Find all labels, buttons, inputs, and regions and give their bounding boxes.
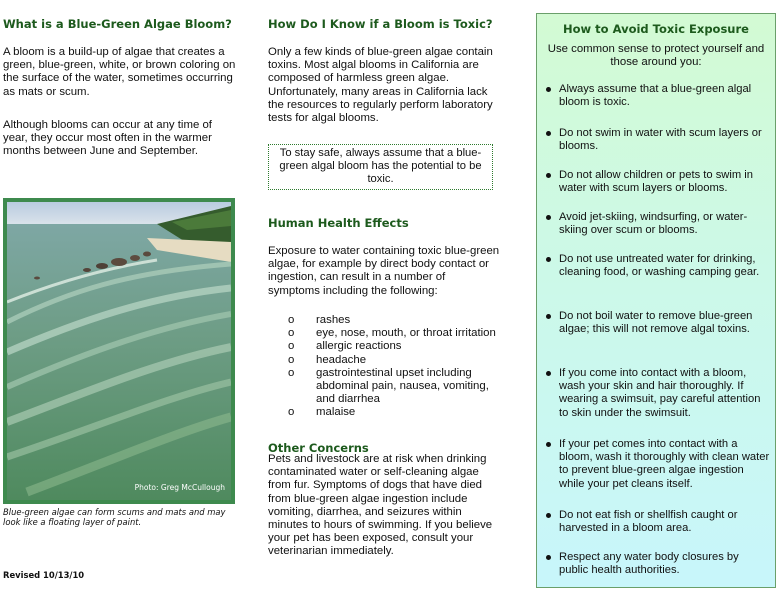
symptom-bullet: o (288, 366, 295, 379)
panel-title: How to Avoid Toxic Exposure (563, 22, 749, 36)
health-effects-paragraph: Exposure to water containing toxic blue-green algae, for example by direct body contact or ingestion, can result in a number of symptoms including the following: (268, 245, 500, 297)
symptom-bullet: o (288, 406, 295, 419)
toxicity-heading: How Do I Know if a Bloom is Toxic? (268, 17, 493, 31)
bloom-season-paragraph: Although blooms can occur at any time of year, they occur most often in the warmer months between June and September. (3, 119, 212, 158)
algae-bloom-photo (3, 198, 235, 504)
photo-caption: Blue-green algae can form scums and mats and may look like a floating layer of paint. (3, 507, 226, 527)
tip-item: If your pet comes into contact with a bloom, wash it thoroughly with clean water to prevent blue-green algae ingestion while your pet cleans itself. (545, 438, 771, 491)
bullet-icon (546, 131, 551, 136)
symptom-item: o eye, nose, mouth, or throat irritation (288, 327, 496, 340)
bloom-definition-heading: What is a Blue-Green Algae Bloom? (3, 17, 232, 31)
avoid-exposure-panel (536, 13, 776, 588)
symptom-list (288, 314, 500, 420)
revision-date: Revised 10/13/10 (3, 570, 85, 580)
symptom-item: o malaise (288, 406, 356, 419)
symptom-bullet: o (288, 314, 295, 326)
tip-item: Do not allow children or pets to swim in water with scum layers or blooms. (545, 169, 771, 195)
bullet-icon (546, 173, 551, 178)
symptom-item: o headache (288, 353, 367, 366)
safety-callout-box: To stay safe, always assume that a blue-green algal bloom has the potential to be toxic. (268, 144, 493, 190)
tip-item: Always assume that a blue-green algal bloom is toxic. (545, 83, 771, 109)
tip-item: Respect any water body closures by public health authorities. (545, 551, 771, 577)
photo-credit: Photo: Greg McCullough (134, 483, 225, 492)
tip-item: Do not use untreated water for drinking, cleaning food, or washing camping gear. (545, 253, 771, 279)
bloom-definition-paragraph: A bloom is a build-up of algae that creates a green, blue-green, white, or brown coloring on the surface of the water, sometimes occurring as mats or scum. (3, 46, 236, 98)
toxicity-paragraph: Only a few kinds of blue-green algae contain toxins. Most algal blooms in California are composed of harmless green algae. Unfortunately, many areas in California lack the resources to regularly perform laboratory tests for algal blooms. (268, 46, 493, 125)
other-concerns-paragraph: Pets and livestock are at risk when drinking contaminated water or self-cleaning algae from fur. Symptoms of dogs that have died from blue-green algae ingestion include vomiting, diarrhea, and seizures within minutes to hours of swimming. If you believe your pet has been exposed, consult your veterinarian immediately. (268, 453, 493, 558)
bullet-icon (546, 215, 551, 220)
symptom-bullet: o (288, 340, 295, 353)
algae-bloom-photo-image (7, 202, 231, 500)
symptom-item: o gastrointestinal upset including abdominal pain, nausea, vomiting, and diarrhea (288, 366, 489, 406)
health-effects-heading: Human Health Effects (268, 216, 409, 230)
tip-item: If you come into contact with a bloom, wash your skin and hair thoroughly. If wearing a swimsuit, pay careful attention to skin under the swimsuit. (545, 367, 771, 420)
tip-item: Do not eat fish or shellfish caught or harvested in a bloom area. (545, 509, 771, 535)
symptom-bullet: o (288, 353, 295, 366)
bullet-icon (546, 442, 551, 447)
other-concerns-heading: Other Concerns (268, 441, 369, 455)
symptom-item: o allergic reactions (288, 340, 402, 353)
bullet-icon (546, 87, 551, 92)
panel-intro: Use common sense to protect yourself and those around you: (547, 43, 765, 69)
bullet-icon (546, 314, 551, 319)
bullet-icon (546, 371, 551, 376)
bullet-icon (546, 513, 551, 518)
tip-item: Do not boil water to remove blue-green algae; this will not remove algal toxins. (545, 310, 771, 336)
tip-item: Do not swim in water with scum layers or blooms. (545, 127, 771, 153)
bullet-icon (546, 257, 551, 262)
symptom-item: o rashes (288, 314, 351, 326)
bullet-icon (546, 555, 551, 560)
symptom-bullet: o (288, 327, 295, 340)
tip-item: Avoid jet-skiing, windsurfing, or water-skiing over scum or blooms. (545, 211, 771, 237)
